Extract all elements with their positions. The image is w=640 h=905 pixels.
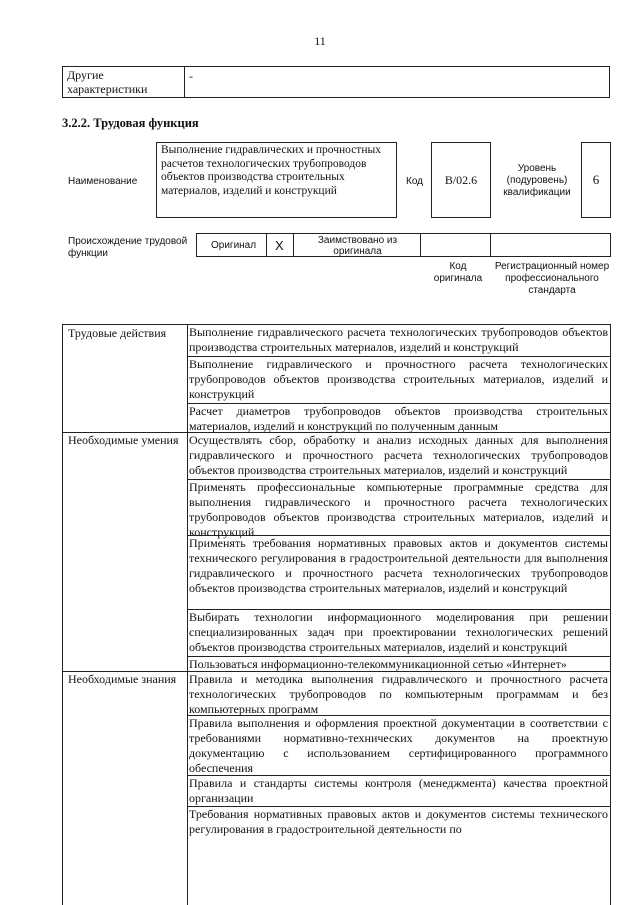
column-divider — [187, 325, 188, 905]
name-label: Наименование — [68, 176, 138, 187]
original-code-label: Код оригинала — [433, 261, 483, 284]
section-heading: 3.2.2. Трудовая функция — [62, 116, 199, 130]
code-label: Код — [406, 176, 424, 187]
page-number: 11 — [314, 34, 326, 48]
skill-item: Применять профессиональные компьютерные программные средства для выполнения гидравлического и прочностного расчета технологических трубопроводов объектов производства строительных материалов, изделий и конструкций — [189, 480, 608, 539]
other-characteristics-value: - — [189, 69, 193, 83]
labor-function-table — [62, 324, 611, 905]
borrowed-label: Заимствовано из оригинала — [317, 235, 398, 257]
qualification-level-label: Уровень (подуровень) квалификации — [503, 163, 571, 198]
origin-label: Происхождение трудовой функции — [68, 236, 188, 259]
knowledge-item: Требования нормативных правовых актов и документов системы технического регулирования в градостроительной деятельности по — [189, 807, 608, 836]
other-characteristics-label: Другие характеристики — [63, 67, 185, 97]
skill-item: Применять требования нормативных правовых актов и документов системы технического регулирования в градостроительной деятельности для выполнения гидравлического и прочностного расчета технологических трубопроводов объектов производства строительных материалов, изделий и конструкций — [189, 536, 608, 595]
skill-item: Пользоваться информационно-телекоммуникационной сетью «Интернет» — [189, 657, 567, 671]
labor-action-item: Расчет диаметров трубопроводов объектов производства строительных материалов, изделий и конструкций по полученным данным — [189, 404, 608, 433]
knowledge-label: Необходимые знания — [68, 672, 177, 686]
knowledge-item: Правила выполнения и оформления проектной документации в соответствии с требованиями нормативно-технических документов на проектную документацию с использованием сертифицированного программного обеспечения — [189, 716, 608, 775]
borrowed-cell — [294, 234, 421, 256]
labor-action-item: Выполнение гидравлического расчета технологических трубопроводов объектов производства строительных материалов, изделий и конструкций — [189, 325, 608, 354]
original-label: Оригинал — [211, 240, 257, 251]
other-characteristics-table — [62, 66, 610, 98]
labor-actions-label: Трудовые действия — [68, 326, 167, 340]
code-value-box: В/02.6 — [431, 142, 491, 218]
origin-row — [196, 233, 611, 257]
original-code-cell — [421, 234, 491, 256]
mark-cell — [267, 234, 294, 256]
original-mark: X — [275, 238, 284, 253]
qualification-level-box: 6 — [581, 142, 611, 218]
original-cell — [197, 234, 267, 256]
function-name-box: Выполнение гидравлических и прочностных расчетов технологических трубопроводов объектов производства строительных материалов, изделий и конструкций — [156, 142, 397, 218]
skill-item: Осуществлять сбор, обработку и анализ исходных данных для выполнения гидравлического и прочностного расчета технологических трубопроводов объектов производства строительных материалов, изделий и конструкций — [189, 433, 608, 477]
skill-item: Выбирать технологии информационного моделирования при решении специализированных задач при проектировании технологических решений объектов производства строительных материалов, изделий и конструкций — [189, 610, 608, 654]
knowledge-item: Правила и методика выполнения гидравлического и прочностного расчета технологических трубопроводов по компьютерным программам и без компьютерных программ — [189, 672, 608, 716]
skills-label: Необходимые умения — [68, 433, 179, 447]
knowledge-item: Правила и стандарты системы контроля (менеджмента) качества проектной организации — [189, 776, 608, 805]
labor-action-item: Выполнение гидравлического и прочностного расчета технологических трубопроводов объектов производства строительных материалов, изделий и конструкций — [189, 357, 608, 401]
registration-number-label: Регистрационный номер профессионального стандарта — [494, 261, 610, 296]
